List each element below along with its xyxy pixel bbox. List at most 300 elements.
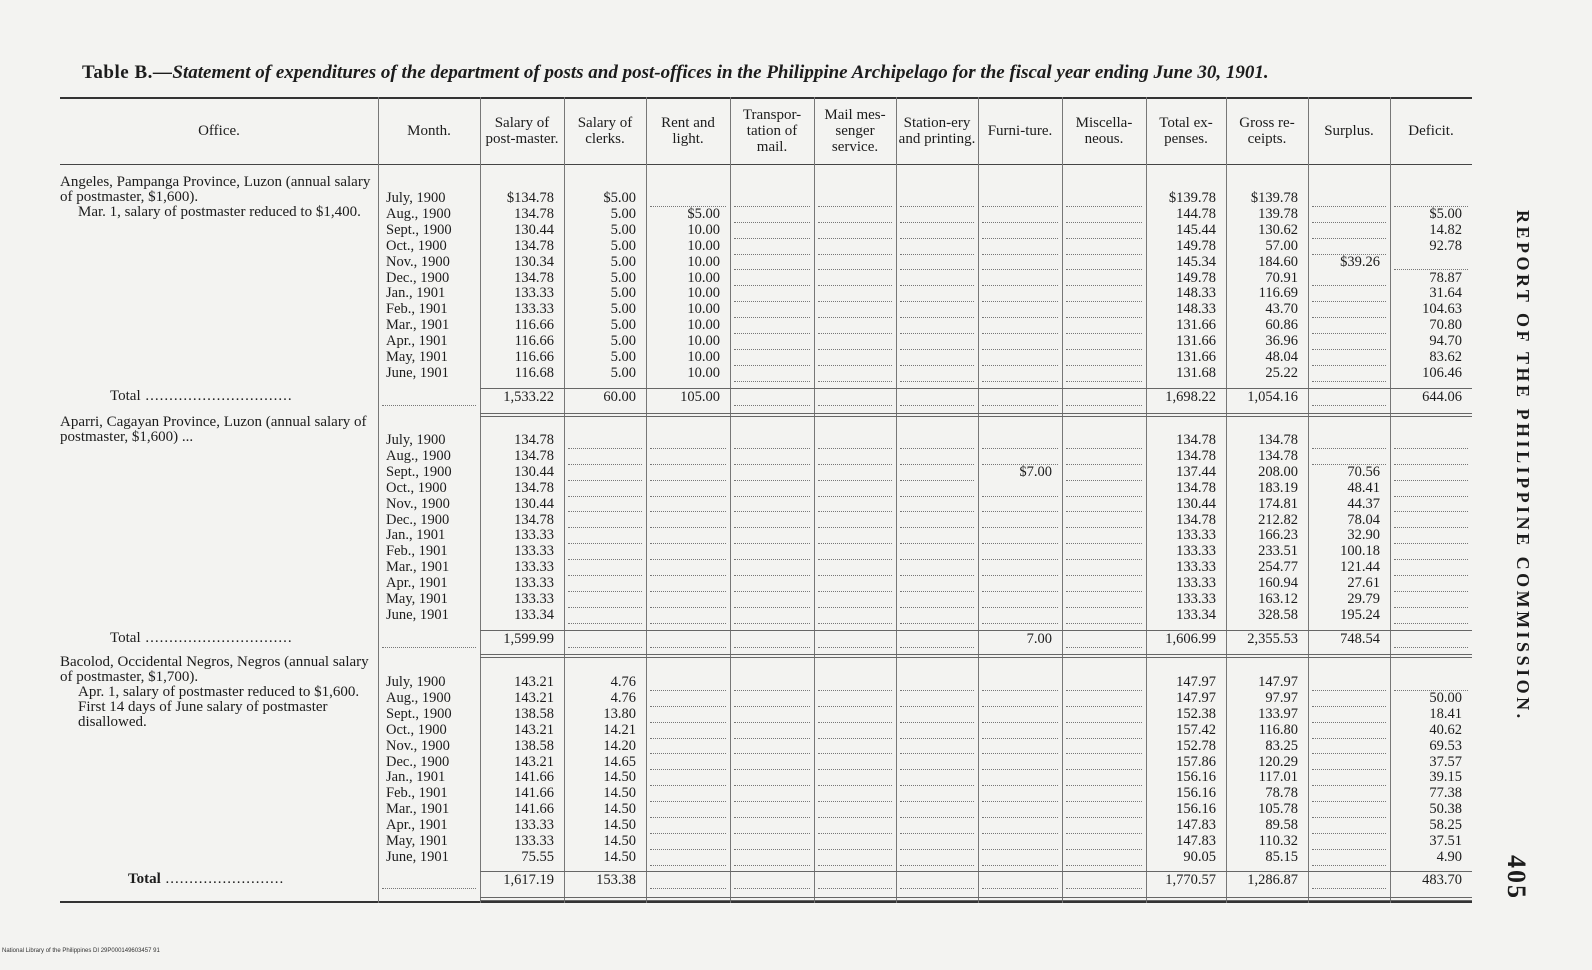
leader-dots [1308,818,1390,834]
leader-dots [896,632,978,648]
leader-dots [814,302,896,318]
leader-dots [814,802,896,818]
leader-dots [1308,755,1390,771]
leader-dots [1062,786,1146,802]
leader-dots [646,528,730,544]
leader-dots [978,513,1062,529]
leader-dots [646,707,730,723]
leader-dots [814,497,896,513]
leader-dots [378,873,480,889]
leader-dots [1390,513,1472,529]
total-exp-cell: 156.16 [1176,769,1216,786]
table-label: Table B.— [82,62,173,83]
total-label-text: Total [110,630,141,646]
header-deficit: Deficit. [1408,123,1454,139]
deficit-total: 644.06 [1422,389,1462,405]
leader-dots [896,691,978,707]
surplus-total: 748.54 [1340,631,1380,647]
leader-dots [1062,802,1146,818]
salary-postmaster-cell: 133.33 [514,833,554,849]
salary-postmaster-cell: 138.58 [514,705,554,722]
office-name [60,415,372,445]
leader-dots [1062,707,1146,723]
leader-dots [896,239,978,255]
deficit-cell: 92.78 [1429,237,1462,254]
gross-cell: 166.23 [1258,527,1298,544]
deficit-cell: 37.57 [1429,753,1462,770]
month-cell: June, 1901 [386,848,449,865]
salary-postmaster-cell: 75.55 [521,848,554,865]
leader-dots [896,449,978,465]
salary-postmaster-cell: 133.33 [514,527,554,544]
salary-postmaster-cell: 130.44 [514,463,554,480]
salary-postmaster-cell: 133.33 [514,591,554,607]
gross-cell: 85.15 [1265,848,1298,865]
leader-dots [1062,318,1146,334]
gross-cell: 139.78 [1258,205,1298,222]
salary-postmaster-cell: 134.78 [514,205,554,222]
leader-dots [1308,334,1390,350]
leader-dots [646,465,730,481]
leader-dots [1062,592,1146,608]
month-cell: June, 1901 [386,364,449,381]
header-rent-light: Rent and light. [661,115,715,147]
salary-clerks-total: 153.38 [596,872,636,888]
salary-postmaster-cell: 138.58 [514,737,554,754]
leader-dots [896,350,978,366]
salary-clerks-cell: 5.00 [610,285,636,302]
leader-dots [978,786,1062,802]
total-exp-cell: 147.83 [1176,833,1216,849]
leader-dots [1062,560,1146,576]
leader-dots [896,191,978,207]
leader-dots [814,544,896,560]
header-stationery: Station-ery and printing. [898,115,976,147]
leader-dots [814,255,896,271]
leader-dots [646,576,730,592]
header-furniture: Furni-ture. [987,123,1053,139]
gross-cell: 48.04 [1265,349,1298,365]
salary-clerks-cell: 5.00 [610,333,636,350]
salary-clerks-cell: 5.00 [610,253,636,270]
gross-cell: 208.00 [1258,463,1298,480]
salary-postmaster-cell: 133.33 [514,285,554,302]
total-exp-cell: 134.78 [1176,432,1216,448]
leader-dots [564,576,646,592]
leader-dots [814,286,896,302]
total-exp-cell: 131.68 [1176,364,1216,381]
leader-dots [814,723,896,739]
leader-dots [978,802,1062,818]
leader-dots [978,850,1062,866]
leader-dots [646,592,730,608]
leader-dots [646,513,730,529]
salary-postmaster-cell: 134.78 [514,447,554,464]
month-cell: Aug., 1900 [386,205,451,222]
total-exp-cell: 156.16 [1176,801,1216,818]
leader-dots [1062,239,1146,255]
month-cell: Aug., 1900 [386,447,451,464]
leader-dots [1390,608,1472,624]
office-name [60,655,372,730]
leader-dots [730,802,814,818]
leader-dots [1390,255,1472,271]
leader-dots [1308,223,1390,239]
header-month: Month. [407,123,451,139]
total-label-text: Total [128,871,161,887]
total-exp-cell: 157.86 [1176,753,1216,770]
total-exp-cell: 148.33 [1176,301,1216,318]
salary-postmaster-cell: 134.78 [514,432,554,448]
deficit-cell: 37.51 [1429,833,1462,849]
leader-dots [646,191,730,207]
leader-dots [1062,873,1146,889]
leader-dots [978,350,1062,366]
gross-cell: 134.78 [1258,432,1298,448]
gross-cell: 233.51 [1258,543,1298,560]
gross-total: 1,286.87 [1247,872,1298,888]
total-exp-cell: 134.78 [1176,479,1216,496]
month-cell: Jan., 1901 [386,285,446,302]
leader-dots [1062,366,1146,382]
salary-postmaster-cell: 141.66 [514,785,554,802]
total-exp-total: 1,606.99 [1165,631,1216,647]
leader-dots [564,592,646,608]
salary-clerks-cell: 4.76 [610,689,636,706]
leader-dots [730,691,814,707]
total-exp-cell: 137.44 [1176,463,1216,480]
leader-dots [1308,723,1390,739]
leader-dots [978,576,1062,592]
furniture-cell: $7.00 [1019,463,1052,480]
salary-postmaster-cell: 141.66 [514,801,554,818]
leader-dots [978,723,1062,739]
total-exp-cell: 131.66 [1176,317,1216,334]
gross-cell: 130.62 [1258,221,1298,238]
leader-dots [978,286,1062,302]
leader-dots [814,191,896,207]
leader-dots [814,608,896,624]
leader-dots [1062,675,1146,691]
leader-dots [1390,449,1472,465]
surplus-cell: 121.44 [1340,559,1380,576]
gross-cell: 97.97 [1265,689,1298,706]
leader-dots [646,723,730,739]
total-label: Total ......................... [128,871,285,887]
total-label: Total ............................... [110,630,293,646]
total-double-rule [480,413,1472,417]
leader-dots [564,560,646,576]
deficit-cell: 39.15 [1429,769,1462,786]
header-transportation: Transpor-tation of mail. [742,107,802,155]
surplus-cell: 78.04 [1347,511,1380,528]
leader-dots [814,528,896,544]
gross-cell: 134.78 [1258,447,1298,464]
leader-dots [730,707,814,723]
salary-clerks-cell: 5.00 [610,269,636,286]
table-title [82,62,1482,84]
total-exp-cell: 134.78 [1176,447,1216,464]
deficit-cell: 58.25 [1429,817,1462,834]
salary-postmaster-cell: 143.21 [514,753,554,770]
leader-dots [814,818,896,834]
month-cell: June, 1901 [386,606,449,623]
leader-dots [730,723,814,739]
gross-cell: 70.91 [1265,269,1298,286]
salary-postmaster-cell: 130.44 [514,221,554,238]
leader-dots [814,390,896,406]
page-number-text: 405 [1502,855,1531,900]
month-cell: May, 1901 [386,591,448,607]
month-cell: Mar., 1901 [386,801,450,818]
gross-cell: 117.01 [1258,769,1298,786]
header-salary-postmaster: Salary of post-master. [485,115,559,147]
salary-clerks-cell: 14.21 [603,721,636,738]
leader-dots [978,302,1062,318]
leader-dots [730,834,814,850]
leader-dots [978,608,1062,624]
leader-dots [814,481,896,497]
leader-dots [646,560,730,576]
leader-dots [896,755,978,771]
leader-dots [896,544,978,560]
month-cell: Feb., 1901 [386,785,448,802]
month-cell: Nov., 1900 [386,495,450,512]
gross-cell: 133.97 [1258,705,1298,722]
leader-dots [896,802,978,818]
month-cell: Mar., 1901 [386,317,450,334]
leader-dots [814,334,896,350]
deficit-cell: 83.62 [1429,349,1462,365]
leader-dots [1390,191,1472,207]
deficit-cell: 106.46 [1422,364,1462,381]
leader-dots [1062,350,1146,366]
leader-dots [814,707,896,723]
leader-dots [1308,873,1390,889]
leader-dots [1062,390,1146,406]
gross-cell: 105.78 [1258,801,1298,818]
gross-cell: 36.96 [1265,333,1298,350]
leader-dots [896,576,978,592]
month-cell: Oct., 1900 [386,237,447,254]
leader-dots [978,707,1062,723]
leader-dots [730,449,814,465]
month-cell: July, 1900 [386,190,446,206]
gross-cell: 183.19 [1258,479,1298,496]
leader-dots [730,818,814,834]
leader-dots [896,818,978,834]
total-exp-cell: 147.97 [1176,674,1216,690]
salary-clerks-cell: 5.00 [610,349,636,365]
leader-dots [730,755,814,771]
month-cell: Nov., 1900 [386,737,450,754]
surplus-cell: 70.56 [1347,463,1380,480]
leader-dots [730,207,814,223]
month-cell: July, 1900 [386,674,446,690]
leader-dots [1062,755,1146,771]
deficit-cell: 4.90 [1436,848,1462,865]
leader-dots [1390,465,1472,481]
leader-dots [1390,497,1472,513]
leader-dots [814,271,896,287]
month-cell: Feb., 1901 [386,301,448,318]
total-exp-cell: 152.38 [1176,705,1216,722]
leader-dots [730,223,814,239]
deficit-cell: 50.00 [1429,689,1462,706]
surplus-cell: 27.61 [1347,575,1380,592]
gross-cell: 212.82 [1258,511,1298,528]
total-exp-cell: 133.34 [1176,606,1216,623]
deficit-cell: 31.64 [1429,285,1462,302]
header-surplus: Surplus. [1324,123,1374,139]
leader-dots [1390,592,1472,608]
leader-dots [814,786,896,802]
leader-dots [1308,390,1390,406]
month-cell: Mar., 1901 [386,559,450,576]
leader-dots [978,592,1062,608]
leader-dots [730,576,814,592]
leader-dots [896,513,978,529]
leader-dots [646,739,730,755]
leader-dots [896,723,978,739]
salary-postmaster-cell: 133.34 [514,606,554,623]
gross-total: 1,054.16 [1247,389,1298,405]
salary-postmaster-cell: 116.66 [514,349,554,365]
leader-dots [978,255,1062,271]
leader-dots [646,802,730,818]
total-exp-cell: 145.34 [1176,253,1216,270]
rent-light-total: 105.00 [680,389,720,405]
leader-dots [1390,560,1472,576]
leader-dots [1062,723,1146,739]
salary-clerks-cell: $5.00 [603,190,636,206]
leader-dots [1308,366,1390,382]
salary-clerks-cell: 14.65 [603,753,636,770]
rent-light-cell: 10.00 [687,333,720,350]
surplus-cell: 32.90 [1347,527,1380,544]
leader-dots [564,608,646,624]
gross-cell: 60.86 [1265,317,1298,334]
leader-dots [814,834,896,850]
leader-dots [978,481,1062,497]
rent-light-cell: 10.00 [687,364,720,381]
gross-total: 2,355.53 [1247,631,1298,647]
total-exp-cell: 134.78 [1176,511,1216,528]
leader-dots [814,465,896,481]
salary-postmaster-cell: 133.33 [514,575,554,592]
total-exp-cell: 133.33 [1176,527,1216,544]
leader-dots [896,390,978,406]
gross-cell: 160.94 [1258,575,1298,592]
leader-dots [564,481,646,497]
leader-dots [896,223,978,239]
leader-dots [896,739,978,755]
leader-dots [730,318,814,334]
salary-postmaster-total: 1,599.99 [503,631,554,647]
leader-dots [646,675,730,691]
surplus-cell: 100.18 [1340,543,1380,560]
salary-postmaster-cell: 134.78 [514,511,554,528]
leader-dots [978,528,1062,544]
salary-clerks-cell: 14.50 [603,833,636,849]
leader-dots [1062,770,1146,786]
leader-dots [896,770,978,786]
leader-dots [730,390,814,406]
deficit-cell: 78.87 [1429,269,1462,286]
leader-dots [978,691,1062,707]
leader-dots [814,366,896,382]
leader-dots [814,691,896,707]
leader-dots [730,850,814,866]
header-messenger: Mail mes-senger service. [824,107,886,155]
leader-dots [1390,481,1472,497]
total-exp-cell: 133.33 [1176,591,1216,607]
total-exp-cell: 144.78 [1176,205,1216,222]
furniture-total: 7.00 [1026,631,1052,647]
leader-dots [896,207,978,223]
gross-cell: 328.58 [1258,606,1298,623]
rent-light-cell: 10.00 [687,221,720,238]
month-cell: Dec., 1900 [386,269,450,286]
gross-cell: 83.25 [1265,737,1298,754]
leader-dots [730,497,814,513]
leader-dots [1390,632,1472,648]
leader-dots [1062,544,1146,560]
leader-dots [896,707,978,723]
leader-dots [978,366,1062,382]
leader-dots [978,739,1062,755]
salary-postmaster-cell: 133.33 [514,559,554,576]
leader-dots [646,818,730,834]
leader-dots [646,850,730,866]
leader-dots [896,497,978,513]
leader-dots [896,608,978,624]
leader-dots [730,334,814,350]
month-cell: Nov., 1900 [386,253,450,270]
running-header [1503,210,1533,750]
gross-cell: 116.80 [1258,721,1298,738]
salary-clerks-cell: 14.50 [603,801,636,818]
rent-light-cell: $5.00 [687,205,720,222]
leader-dots [730,873,814,889]
deficit-cell: 50.38 [1429,801,1462,818]
leader-dots [646,691,730,707]
total-exp-cell: 130.44 [1176,495,1216,512]
leader-dots [730,513,814,529]
deficit-cell: 14.82 [1429,221,1462,238]
leader-dots [814,239,896,255]
rent-light-cell: 10.00 [687,349,720,365]
office-title: Angeles, Pampanga Province, Luzon (annual salary of postmaster, $1,600). [60,174,371,205]
total-exp-cell: 147.83 [1176,817,1216,834]
salary-postmaster-cell: 130.34 [514,253,554,270]
total-double-rule [480,654,1472,658]
leader-dots [896,302,978,318]
month-cell: Aug., 1900 [386,689,451,706]
rent-light-cell: 10.00 [687,269,720,286]
leader-dots [564,497,646,513]
leader-dots [730,786,814,802]
salary-clerks-cell: 4.76 [610,674,636,690]
header-office: Office. [198,123,240,139]
leader-dots [978,318,1062,334]
leader-dots [564,433,646,449]
leader-dots [730,675,814,691]
gross-cell: 89.58 [1265,817,1298,834]
leader-dots [1062,207,1146,223]
leader-dots [1390,433,1472,449]
leader-dots [1062,286,1146,302]
